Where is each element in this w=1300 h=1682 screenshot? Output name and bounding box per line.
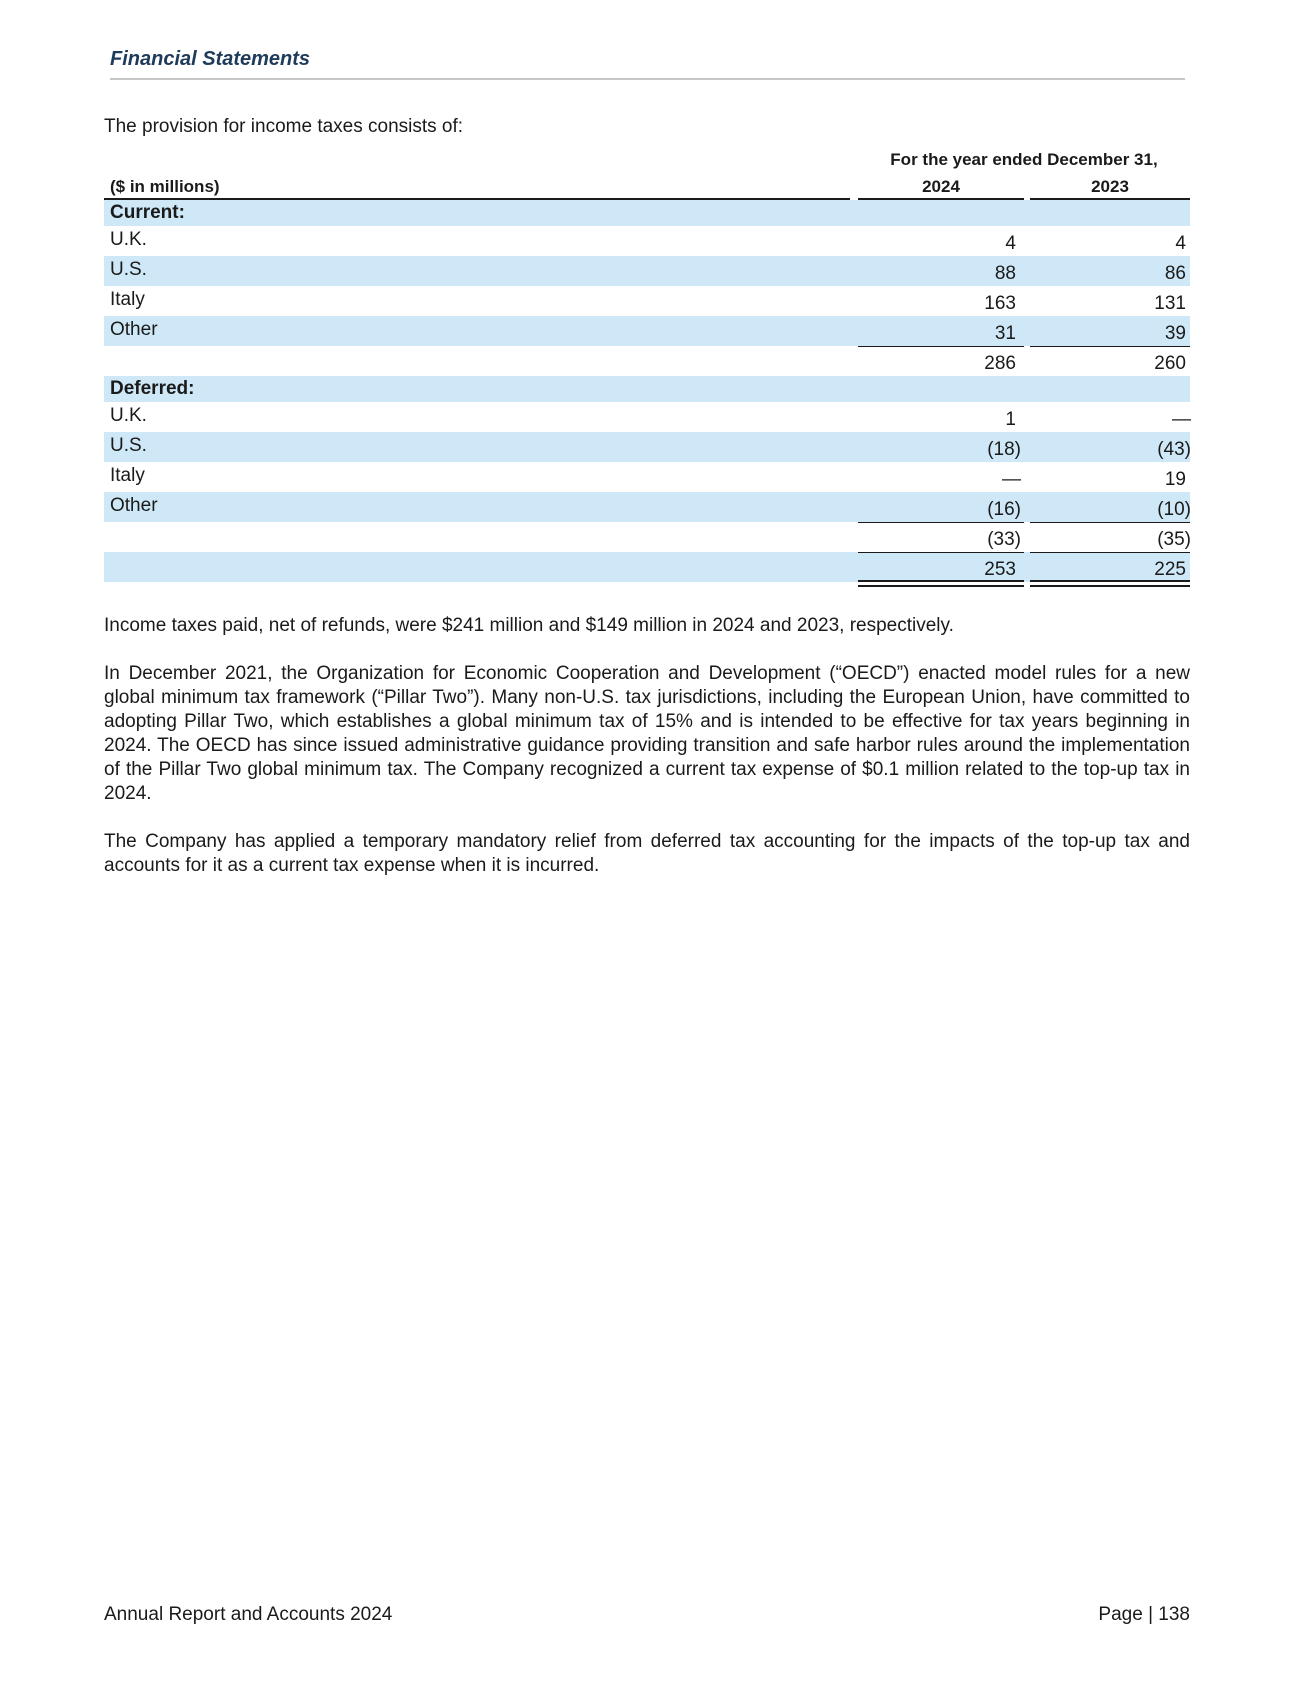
value-2023: 19 — [1164, 469, 1186, 490]
subtotal-2023: 260 — [1154, 353, 1186, 374]
total-row — [104, 552, 1190, 582]
row-label: Italy — [110, 465, 145, 486]
footer-report-title: Annual Report and Accounts 2024 — [104, 1604, 393, 1625]
subtotal-2024: (33) — [987, 529, 1021, 550]
value-2024: — — [1002, 469, 1021, 490]
table-row — [104, 432, 1190, 462]
deferred-subtotal-row — [104, 522, 1190, 552]
period-header-row — [104, 148, 1190, 174]
row-label: U.K. — [110, 405, 147, 426]
table-row — [104, 402, 1190, 432]
current-subtotal-row — [104, 346, 1190, 376]
value-2023: 86 — [1164, 263, 1186, 284]
subtotal-rule-2023 — [1030, 522, 1190, 523]
row-label: Italy — [110, 289, 145, 310]
value-2023: 39 — [1164, 323, 1186, 344]
footer-page-number: Page | 138 — [1098, 1604, 1190, 1625]
value-2024: (16) — [987, 499, 1021, 520]
paragraph-taxes-paid: Income taxes paid, net of refunds, were $241 million and $149 million in 2024 and 2023, respectively. — [104, 615, 954, 636]
value-2024: 4 — [1005, 233, 1016, 254]
subtotal-2024: 286 — [984, 353, 1016, 374]
table-row — [104, 226, 1190, 256]
value-2023: (43) — [1157, 439, 1191, 460]
row-label: Other — [110, 495, 158, 516]
value-2024: 1 — [1005, 409, 1016, 430]
section-deferred — [104, 376, 1190, 402]
value-2023: (10) — [1157, 499, 1191, 520]
subtotal-rule-2023 — [1030, 346, 1190, 347]
value-2024: 163 — [984, 293, 1016, 314]
period-label: For the year ended December 31, — [890, 150, 1158, 169]
table-row — [104, 316, 1190, 346]
section-label: Deferred: — [110, 378, 195, 399]
section-label: Current: — [110, 202, 185, 223]
table-row — [104, 462, 1190, 492]
total-double-rule-2024 — [858, 580, 1024, 587]
section-current — [104, 200, 1190, 226]
header-title: Financial Statements — [110, 48, 311, 70]
value-2023: 4 — [1175, 233, 1186, 254]
row-label: U.S. — [110, 259, 147, 280]
subtotal-2023: (35) — [1157, 529, 1191, 550]
column-header-row — [104, 174, 1190, 200]
units-label: ($ in millions) — [110, 177, 220, 196]
paragraph-relief: The Company has applied a temporary mandatory relief from deferred tax accounting for the impacts of the top-up tax and accounts for it as a current tax expense when it is incurred. — [104, 831, 1190, 876]
value-2023: 131 — [1154, 293, 1186, 314]
table-row — [104, 492, 1190, 522]
subtotal-rule-2024 — [858, 346, 1024, 347]
table-intro: The provision for income taxes consists of: — [104, 116, 464, 137]
total-2024: 253 — [984, 559, 1016, 580]
total-2023: 225 — [1154, 559, 1186, 580]
paragraph-pillar-two: In December 2021, the Organization for Economic Cooperation and Development (“OECD”) enacted model rules for a new global minimum tax framework (“Pillar Two”). Many non-U.S. tax jurisdictions, including the European Union, have committed to adopting Pillar Two, which establishes a global minimum tax of 15% and is intended to be effective for tax years beginning in 2024. The OECD has since issued administrative guidance providing transition and safe harbor rules around the implementation of the Pillar Two global minimum tax. The Company recognized a current tax expense of $0.1 million related to the top-up tax in 2024. — [104, 663, 1190, 804]
value-2024: 88 — [994, 263, 1016, 284]
value-2024: (18) — [987, 439, 1021, 460]
subtotal-rule-2024 — [858, 522, 1024, 523]
total-rule-2024 — [858, 552, 1024, 553]
value-2024: 31 — [994, 323, 1016, 344]
year-2023-header: 2023 — [1091, 177, 1129, 196]
row-label: Other — [110, 319, 158, 340]
year-2024-header: 2024 — [922, 177, 960, 196]
row-label: U.S. — [110, 435, 147, 456]
row-label: U.K. — [110, 229, 147, 250]
total-double-rule-2023 — [1030, 580, 1190, 587]
table-row — [104, 286, 1190, 316]
income-tax-provision-table — [104, 148, 1190, 582]
total-rule-2023 — [1030, 552, 1190, 553]
table-row — [104, 256, 1190, 286]
value-2023: — — [1172, 409, 1191, 430]
page-header — [110, 48, 1185, 80]
